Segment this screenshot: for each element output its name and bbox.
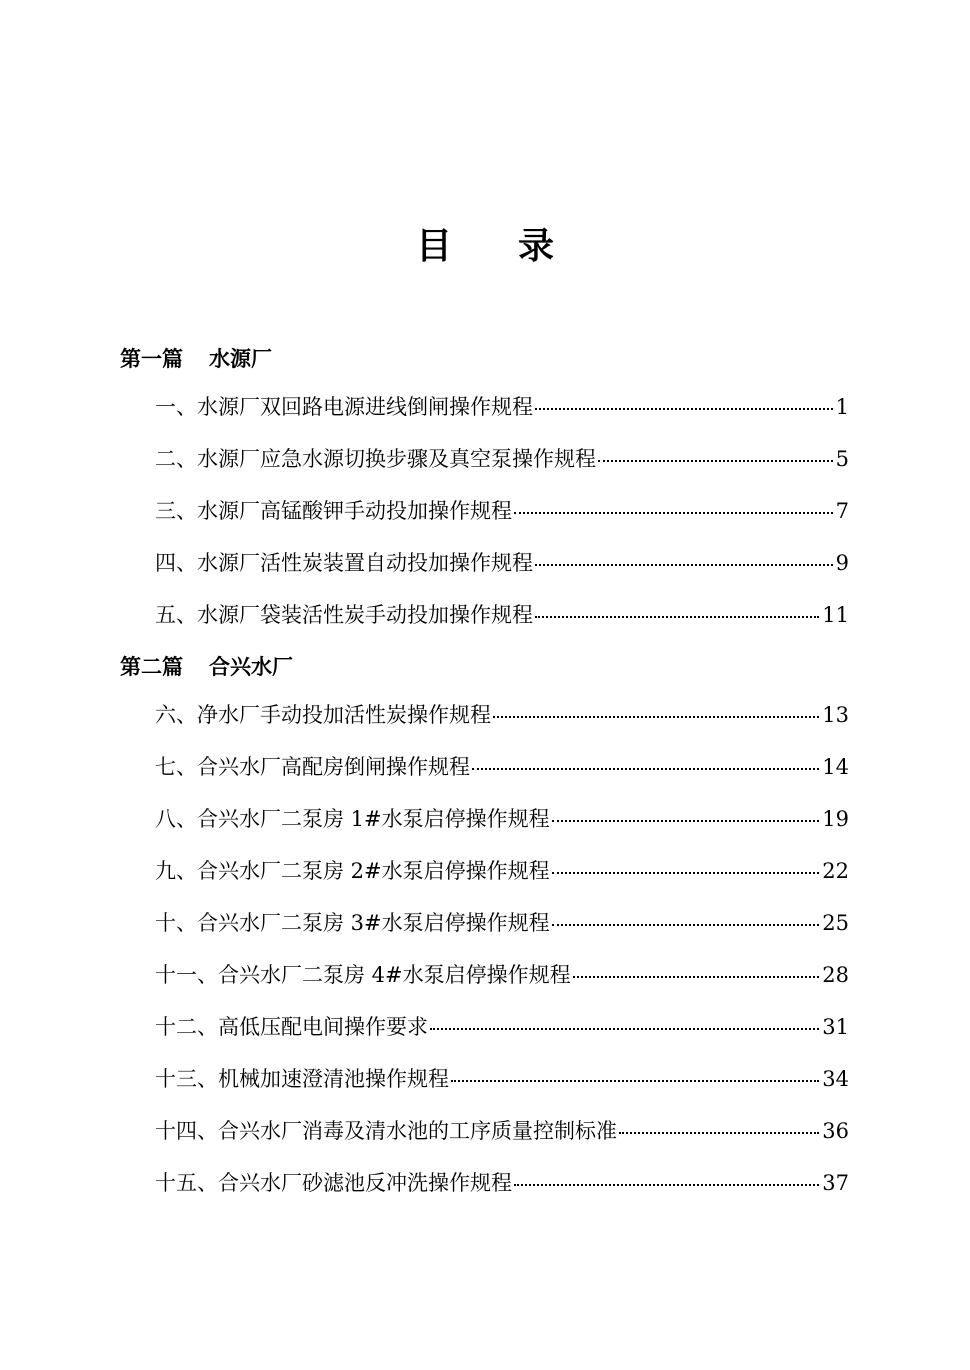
toc-entry-label: 十一、合兴水厂二泵房 4#水泵启停操作规程 bbox=[155, 963, 571, 987]
title-char-2: 录 bbox=[518, 225, 555, 267]
part-heading-1 bbox=[120, 343, 272, 373]
toc-entry[interactable] bbox=[155, 699, 849, 729]
toc-entry-page: 11 bbox=[822, 603, 849, 627]
toc-entry-label: 二、水源厂应急水源切换步骤及真空泵操作规程 bbox=[155, 447, 596, 471]
toc-entry[interactable] bbox=[155, 855, 849, 885]
toc-entry[interactable] bbox=[155, 1115, 849, 1145]
dot-leader bbox=[514, 1168, 819, 1190]
part-heading-2 bbox=[120, 651, 293, 681]
toc-entry-label: 九、合兴水厂二泵房 2#水泵启停操作规程 bbox=[155, 859, 550, 883]
toc-entry-page: 22 bbox=[822, 859, 849, 883]
toc-entry-label: 六、净水厂手动投加活性炭操作规程 bbox=[155, 703, 491, 727]
toc-entry[interactable] bbox=[155, 443, 849, 473]
toc-entry-label: 十五、合兴水厂砂滤池反冲洗操作规程 bbox=[155, 1171, 512, 1195]
toc-entry-page: 19 bbox=[822, 807, 849, 831]
dot-leader bbox=[472, 752, 819, 774]
toc-entry-label: 十、合兴水厂二泵房 3#水泵启停操作规程 bbox=[155, 911, 550, 935]
part-number: 第二篇 bbox=[120, 655, 183, 679]
toc-entry-page: 37 bbox=[822, 1171, 849, 1195]
toc-entry-page: 7 bbox=[835, 499, 849, 523]
toc-entry-page: 5 bbox=[835, 447, 849, 471]
toc-entry-page: 13 bbox=[822, 703, 849, 727]
toc-entry-label: 七、合兴水厂高配房倒闸操作规程 bbox=[155, 755, 470, 779]
part-number: 第一篇 bbox=[120, 347, 183, 371]
toc-entry[interactable] bbox=[155, 959, 849, 989]
dot-leader bbox=[535, 392, 833, 414]
toc-entry[interactable] bbox=[155, 495, 849, 525]
toc-entry[interactable] bbox=[155, 907, 849, 937]
dot-leader bbox=[552, 856, 820, 878]
toc-entry-label: 三、水源厂高锰酸钾手动投加操作规程 bbox=[155, 499, 512, 523]
toc-entry-page: 31 bbox=[822, 1015, 849, 1039]
toc-entry[interactable] bbox=[155, 1011, 849, 1041]
dot-leader bbox=[493, 700, 819, 722]
dot-leader bbox=[619, 1116, 819, 1138]
toc-entry-page: 34 bbox=[822, 1067, 849, 1091]
toc-entry-page: 1 bbox=[835, 395, 849, 419]
dot-leader bbox=[451, 1064, 819, 1086]
toc-entry-label: 四、水源厂活性炭装置自动投加操作规程 bbox=[155, 551, 533, 575]
dot-leader bbox=[552, 908, 820, 930]
dot-leader bbox=[573, 960, 820, 982]
toc-entry-label: 五、水源厂袋装活性炭手动投加操作规程 bbox=[155, 603, 533, 627]
toc-entry[interactable] bbox=[155, 547, 849, 577]
dot-leader bbox=[552, 804, 820, 826]
toc-entry-label: 十四、合兴水厂消毒及清水池的工序质量控制标准 bbox=[155, 1119, 617, 1143]
toc-entry-label: 八、合兴水厂二泵房 1#水泵启停操作规程 bbox=[155, 807, 550, 831]
toc-entry-label: 十二、高低压配电间操作要求 bbox=[155, 1015, 428, 1039]
toc-entry-label: 一、水源厂双回路电源进线倒闸操作规程 bbox=[155, 395, 533, 419]
toc-entry-label: 十三、机械加速澄清池操作规程 bbox=[155, 1067, 449, 1091]
dot-leader bbox=[514, 496, 833, 518]
toc-entry-page: 14 bbox=[822, 755, 849, 779]
dot-leader bbox=[598, 444, 833, 466]
toc-entry[interactable] bbox=[155, 599, 849, 629]
title-char-1: 目 bbox=[415, 225, 452, 267]
toc-entry[interactable] bbox=[155, 803, 849, 833]
part-name: 合兴水厂 bbox=[209, 655, 293, 679]
dot-leader bbox=[535, 600, 819, 622]
part-name: 水源厂 bbox=[209, 347, 272, 371]
toc-entry-page: 25 bbox=[822, 911, 849, 935]
toc-entry[interactable] bbox=[155, 751, 849, 781]
toc-entry-page: 36 bbox=[822, 1119, 849, 1143]
toc-entry[interactable] bbox=[155, 1063, 849, 1093]
toc-entry[interactable] bbox=[155, 391, 849, 421]
toc-entry-page: 28 bbox=[822, 963, 849, 987]
page-title bbox=[0, 218, 970, 269]
toc-entry[interactable] bbox=[155, 1167, 849, 1197]
toc-entry-page: 9 bbox=[835, 551, 849, 575]
dot-leader bbox=[535, 548, 833, 570]
dot-leader bbox=[430, 1012, 819, 1034]
